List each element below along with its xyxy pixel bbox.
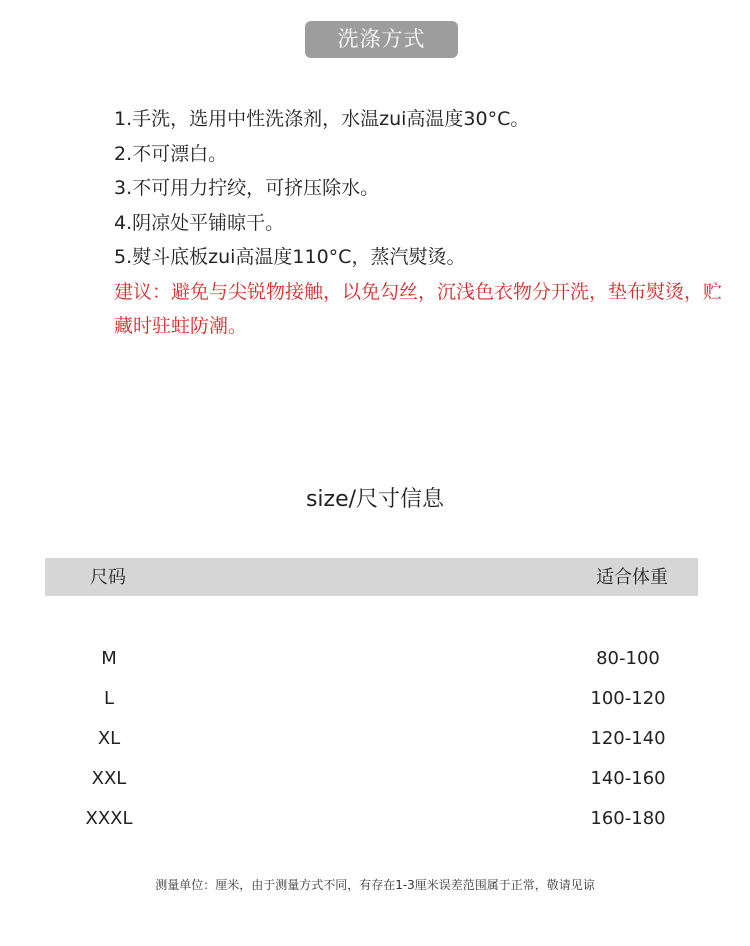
wash-line-4: 4.阴凉处平铺晾干。	[114, 211, 285, 234]
table-row	[45, 639, 698, 679]
table-row	[45, 799, 698, 839]
table-row	[45, 679, 698, 719]
row-size: M	[101, 648, 117, 669]
row-weight: 140-160	[590, 768, 666, 789]
wash-line-3: 3.不可用力拧绞，可挤压除水。	[114, 177, 380, 199]
header-weight: 适合体重	[596, 567, 668, 588]
row-size: L	[103, 688, 115, 709]
row-weight: 120-140	[590, 728, 666, 749]
wash-line-2: 2.不可漂白。	[114, 142, 228, 165]
wash-title-badge: 洗涤方式	[305, 21, 458, 58]
row-size: XL	[97, 728, 121, 749]
size-section-title: size/尺寸信息	[305, 487, 445, 512]
row-weight: 80-100	[596, 648, 660, 669]
table-row	[45, 759, 698, 799]
row-weight: 160-180	[590, 808, 666, 829]
wash-line-5: 5.熨斗底板zui高温度110°C，蒸汽熨烫。	[114, 246, 466, 268]
row-weight: 100-120	[590, 688, 666, 709]
row-size: XXL	[91, 768, 127, 789]
wash-advice: 建议：避免与尖锐物接触，以免勾丝，沉浅色衣物分开洗，垫布熨烫，贮藏时驻蛀防潮。	[114, 280, 723, 337]
size-table-header	[45, 558, 698, 596]
table-row	[45, 719, 698, 759]
wash-instructions	[114, 102, 734, 344]
row-size: XXXL	[85, 808, 133, 829]
wash-line-1: 1.手洗，选用中性洗涤剂，水温zui高温度30°C。	[114, 108, 530, 130]
measurement-note: 测量单位：厘米，由于测量方式不同，有存在1-3厘米误差范围属于正常，敬请见谅	[155, 878, 595, 892]
header-size: 尺码	[90, 567, 126, 588]
